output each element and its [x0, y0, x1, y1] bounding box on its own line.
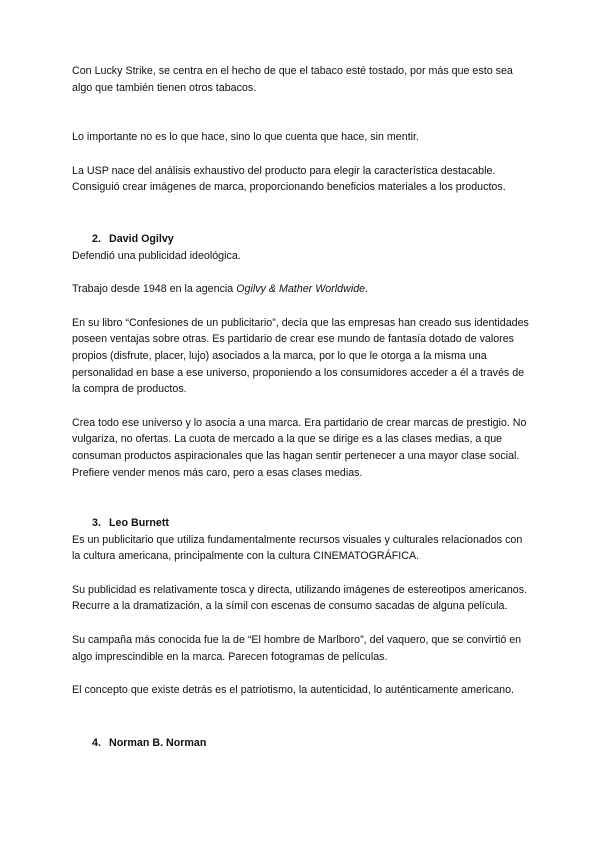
agency-name: Ogilvy & Mather Worldwide	[236, 283, 366, 296]
burnett-paragraph-visual: Es un publicitario que utiliza fundamentalmente recursos visuales y culturales relacionados con la cultura americana, principalmente con la cultura CINEMATOGRÁFICA.	[72, 533, 523, 563]
section-heading-burnett	[72, 515, 532, 532]
burnett-paragraph-stereotypes: Su publicidad es relativamente tosca y directa, utilizando imágenes de estereotipos americanos. Recurre a la dramatización, a la símil con escenas de consumo sacadas de alguna película.	[72, 583, 528, 613]
section-number: 4.	[92, 736, 101, 749]
section-number: 3.	[92, 517, 101, 530]
section-heading-ogilvy	[72, 231, 532, 248]
ogilvy-paragraph-book: En su libro “Confesiones de un publicitario”, decía que las empresas han creado sus identidades poseen ventajas sobre otras. Es partidario de crear ese mundo de fantasía dotado de valores propios (disfrute, placer, lujo) asociados a la marca, por lo que le otorga a la misma una personalidad en base a ese universo, proponiendo a los consumidores acceder a él a través de la compra de productos.	[72, 316, 529, 396]
section-title: David Ogilvy	[109, 232, 174, 245]
section-title: Leo Burnett	[109, 517, 169, 530]
burnett-paragraph-patriotism: El concepto que existe detrás es el patriotismo, la autenticidad, lo auténticamente americano.	[72, 684, 515, 697]
ogilvy-paragraph-agency: Trabajo desde 1948 en la agencia Ogilvy & Mather Worldwide.	[72, 283, 369, 296]
intro-paragraph-usp: La USP nace del análisis exhaustivo del producto para elegir la característica destacable. Consiguió crear imágenes de marca, proporcionando beneficios materiales a los productos.	[72, 164, 506, 194]
document-page	[72, 63, 532, 751]
section-number: 2.	[92, 232, 101, 245]
section-title: Norman B. Norman	[109, 736, 207, 749]
burnett-paragraph-marlboro: Su campaña más conocida fue la de “El hombre de Marlboro”, del vaquero, que se convirtió en algo imprescindible en la marca. Parecen fotogramas de películas.	[72, 634, 522, 663]
ogilvy-paragraph-universe: Crea todo ese universo y lo asocia a una marca. Era partidario de crear marcas de prestigio. No vulgariza, no ofertas. La cuota de mercado a la que se dirige es a las clases medias, a que consuman productos aspiracionales que las hagan sentir pertenecer a una mayor clase social. Prefiere vender menos más caro, pero a esas clases medias.	[72, 416, 527, 479]
section-heading-norman	[72, 735, 532, 752]
intro-paragraph-importance: Lo importante no es lo que hace, sino lo que cuenta que hace, sin mentir.	[72, 131, 419, 144]
ogilvy-paragraph-ideological: Defendió una publicidad ideológica.	[72, 249, 241, 262]
intro-paragraph-lucky-strike: Con Lucky Strike, se centra en el hecho de que el tabaco esté tostado, por más que esto sea algo que también tienen otros tabacos.	[72, 65, 513, 94]
